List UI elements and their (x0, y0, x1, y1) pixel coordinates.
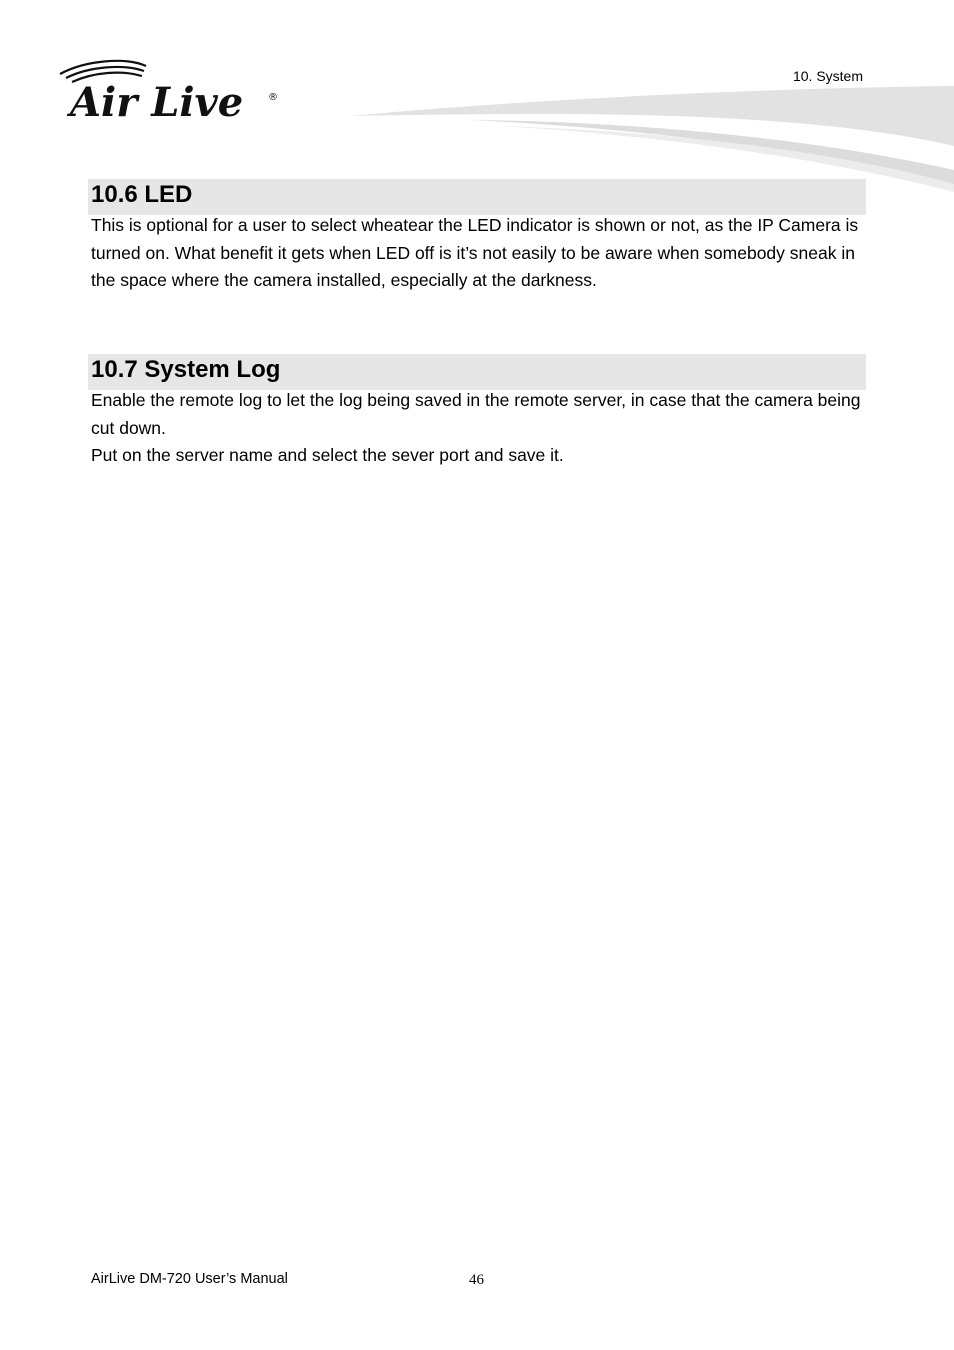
chapter-label: 10. System (792, 68, 863, 84)
section-heading-system-log: 10.7 System Log (88, 354, 866, 390)
airlive-logo (56, 58, 286, 124)
footer-page-number: 46 (469, 1272, 484, 1288)
section-system-log-paragraph-2: Put on the server name and select the sever port and save it. (91, 445, 564, 465)
logo-text: Air Live (70, 79, 244, 124)
section-led-paragraph: This is optional for a user to select wheatear the LED indicator is shown or not, as the IP Camera is turned on. What benefit it gets when LED off is it’s not easily to be aware when somebody sneak in the space where the camera installed, especially at the darkness. (91, 215, 859, 290)
section-heading-led: 10.6 LED (88, 179, 866, 215)
footer-manual-title: AirLive DM-720 User’s Manual (91, 1271, 288, 1287)
section-system-log-paragraph-1: Enable the remote log to let the log being saved in the remote server, in case that the camera being cut down. (91, 390, 861, 438)
logo-registered-mark: ® (268, 92, 278, 103)
